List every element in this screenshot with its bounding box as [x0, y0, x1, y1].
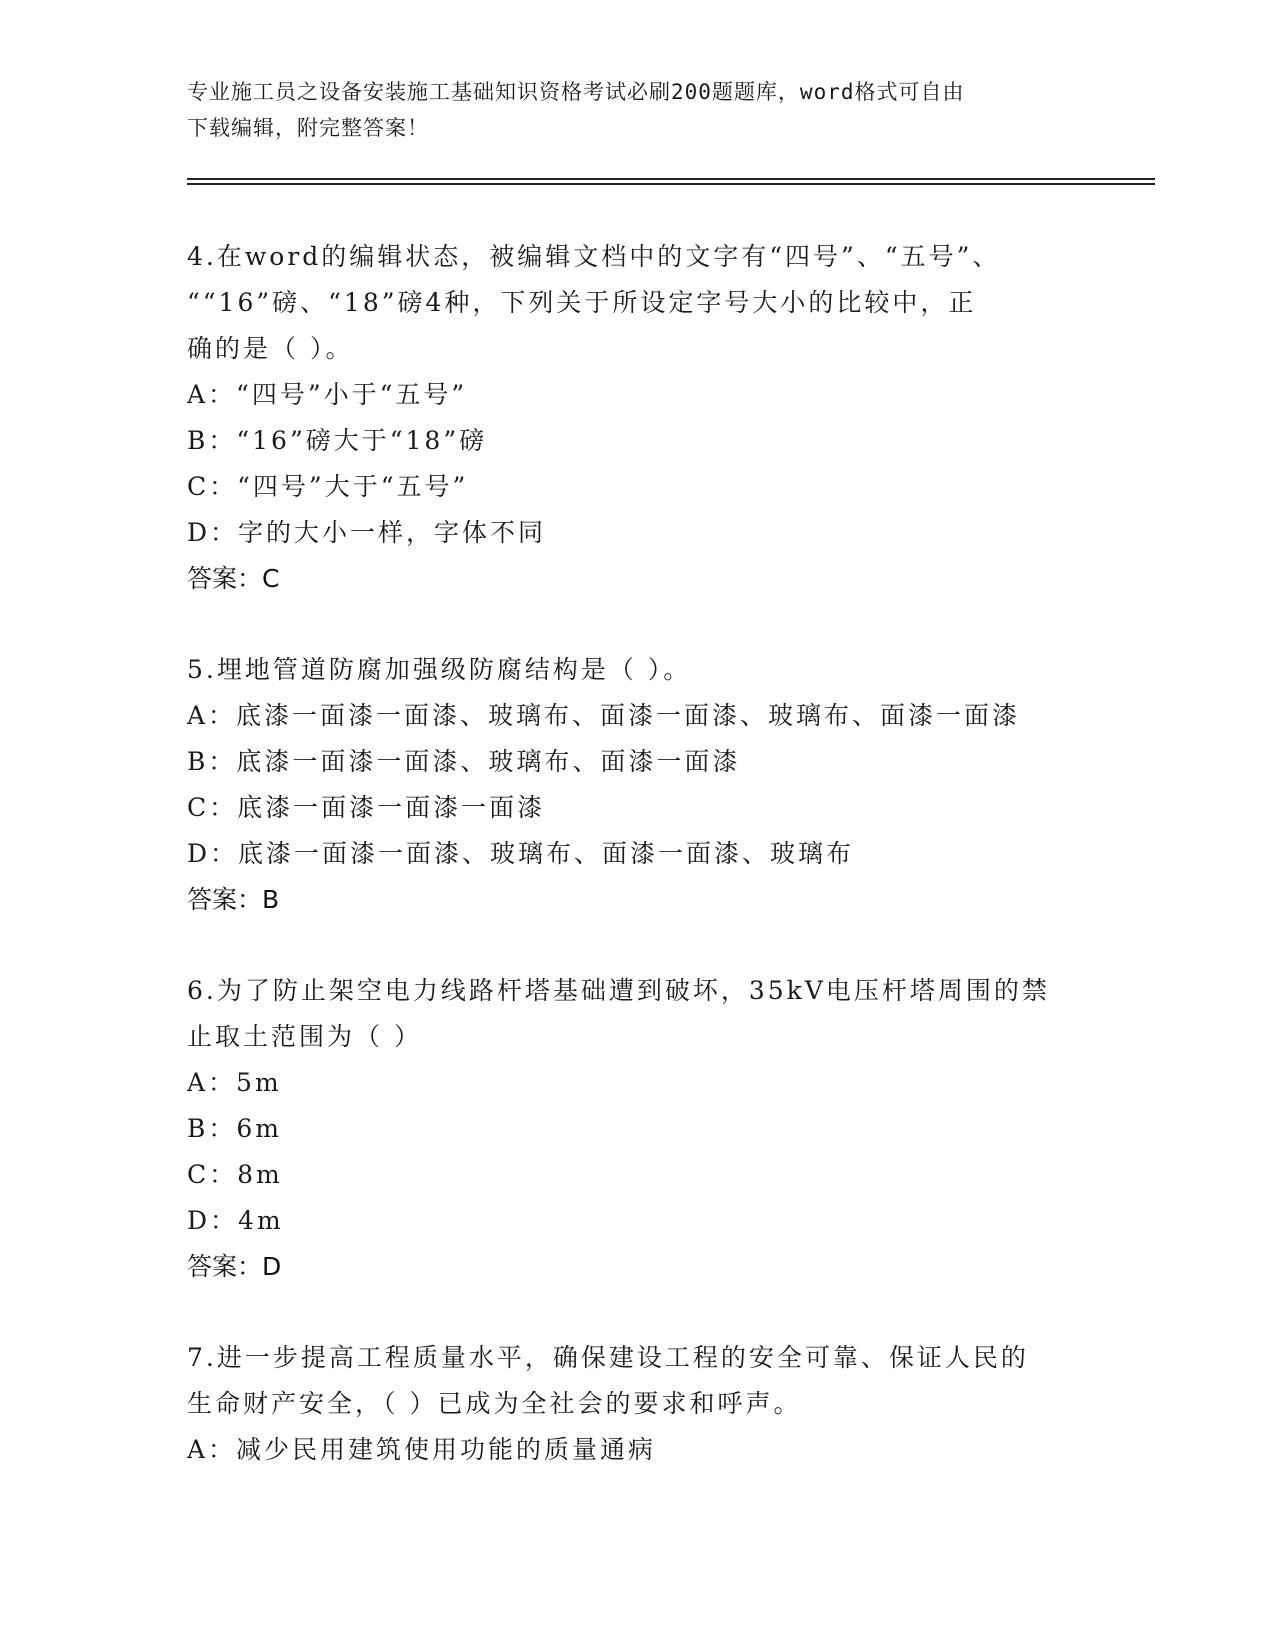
option-a: A：底漆一面漆一面漆、玻璃布、面漆一面漆、玻璃布、面漆一面漆: [187, 701, 1021, 730]
document-header: [187, 74, 1087, 146]
answer-line: 答案：D: [187, 1252, 282, 1281]
stem-line: 6.为了防止架空电力线路杆塔基础遭到破坏，35kV电压杆塔周围的禁: [187, 976, 1050, 1005]
option-a: A：减少民用建筑使用功能的质量通病: [187, 1435, 657, 1464]
header-line-2: 下载编辑，附完整答案！: [187, 116, 429, 140]
stem-line: 止取土范围为（ ）: [187, 1022, 422, 1051]
question-7: [187, 1335, 1087, 1473]
stem-line: 4.在word的编辑状态，被编辑文档中的文字有“四号”、“五号”、: [187, 242, 1001, 271]
option-c: C：“四号”大于“五号”: [187, 472, 469, 501]
stem-line: 生命财产安全，（ ）已成为全社会的要求和呼声。: [187, 1389, 802, 1418]
question-4: [187, 234, 1087, 602]
answer-line: 答案：C: [187, 564, 280, 593]
question-stem: [187, 234, 1087, 372]
option-d: D：字的大小一样，字体不同: [187, 518, 547, 547]
header-divider-top: [187, 178, 1155, 180]
stem-line: 7.进一步提高工程质量水平，确保建设工程的安全可靠、保证人民的: [187, 1343, 1029, 1372]
answer-line: 答案：B: [187, 885, 280, 914]
stem-line: 确的是（ ）。: [187, 334, 354, 363]
option-a: A：“四号”小于“五号”: [187, 380, 468, 409]
question-stem: [187, 1335, 1087, 1427]
option-c: C：底漆一面漆一面漆一面漆: [187, 793, 546, 822]
question-6: [187, 968, 1087, 1290]
option-a: A：5m: [187, 1068, 282, 1097]
question-stem: [187, 647, 1087, 693]
header-divider-bottom: [187, 183, 1155, 185]
stem-line: ““16”磅、“18”磅4种，下列关于所设定字号大小的比较中，正: [187, 288, 977, 317]
header-line-1: 专业施工员之设备安装施工基础知识资格考试必刷200题题库，word格式可自由: [187, 80, 965, 104]
option-b: B：6m: [187, 1114, 282, 1143]
option-d: D：4m: [187, 1206, 284, 1235]
question-stem: [187, 968, 1087, 1060]
option-c: C：8m: [187, 1160, 283, 1189]
option-b: B：底漆一面漆一面漆、玻璃布、面漆一面漆: [187, 747, 741, 776]
stem-line: 5.埋地管道防腐加强级防腐结构是（ ）。: [187, 655, 692, 684]
question-list: [187, 234, 1087, 1518]
option-b: B：“16”磅大于“18”磅: [187, 426, 488, 455]
question-5: [187, 647, 1087, 923]
option-d: D：底漆一面漆一面漆、玻璃布、面漆一面漆、玻璃布: [187, 839, 855, 868]
